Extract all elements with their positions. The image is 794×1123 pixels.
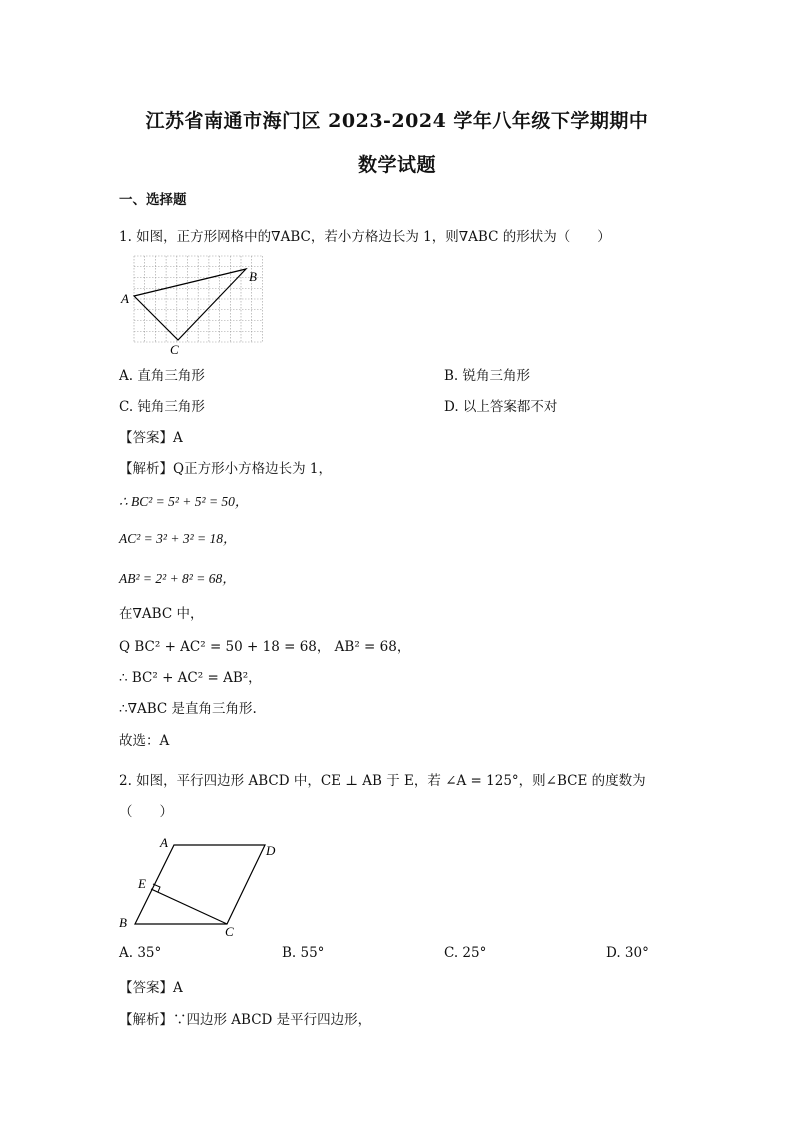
label-b: B xyxy=(249,269,257,284)
q1-option-b: B. 锐角三角形 xyxy=(444,368,531,384)
q1-analysis-line: ∴∇ABC 是直角三角形. xyxy=(119,701,257,717)
q1-option-a: A. 直角三角形 xyxy=(119,368,205,384)
q2-option-b: B. 55° xyxy=(282,945,325,961)
q1-analysis-line: ∴ BC² = 5² + 5² = 50， xyxy=(119,494,249,509)
label-a: A xyxy=(121,291,129,306)
q1-analysis-line: 【解析】Q正方形小方格边长为 1， xyxy=(119,461,332,477)
q1-option-d: D. 以上答案都不对 xyxy=(444,399,558,415)
q2-option-d: D. 30° xyxy=(606,945,649,961)
document-subtitle: 数学试题 xyxy=(357,154,436,176)
label-e: E xyxy=(138,876,146,891)
label-d: D xyxy=(266,843,276,858)
q1-grid-figure xyxy=(120,250,280,360)
q2-stem-continued: （ ） xyxy=(119,804,173,820)
label-c: C xyxy=(170,342,179,357)
grid-lines xyxy=(134,256,262,342)
segment-ce xyxy=(151,889,227,924)
q1-option-c: C. 钝角三角形 xyxy=(119,399,205,415)
q2-option-a: A. 35° xyxy=(119,945,162,961)
q1-analysis-line: 故选：A xyxy=(119,733,170,749)
section-heading: 一、选择题 xyxy=(119,192,187,208)
q2-analysis: 【解析】∵四边形 ABCD 是平行四边形， xyxy=(119,1012,372,1028)
q2-stem: 2. 如图，平行四边形 ABCD 中，CE ⊥ AB 于 E，若 ∠A = 125°，则∠BCE 的度数为 xyxy=(119,773,646,789)
q1-analysis-line: AC² = 3² + 3² = 18， xyxy=(119,531,237,546)
q1-analysis-line: ∴ BC² + AC² = AB²， xyxy=(119,670,262,686)
q1-stem: 1. 如图，正方形网格中的∇ABC，若小方格边长为 1，则∇ABC 的形状为（ ） xyxy=(119,229,611,245)
label-a: A xyxy=(160,835,168,850)
q1-analysis-line: AB² = 2² + 8² = 68， xyxy=(119,571,236,586)
label-c: C xyxy=(225,924,234,939)
label-b: B xyxy=(119,915,127,930)
document-title: 江苏省南通市海门区 2023-2024 学年八年级下学期期中 xyxy=(145,110,649,132)
q2-option-c: C. 25° xyxy=(444,945,487,961)
q2-parallelogram-figure xyxy=(115,830,295,940)
q1-analysis-line: Q BC² + AC² = 50 + 18 = 68， AB² = 68， xyxy=(119,639,411,655)
q1-analysis-line: 在∇ABC 中， xyxy=(119,606,204,622)
q1-answer: 【答案】A xyxy=(119,430,183,446)
q2-answer: 【答案】A xyxy=(119,980,183,996)
triangle-abc xyxy=(134,269,246,340)
